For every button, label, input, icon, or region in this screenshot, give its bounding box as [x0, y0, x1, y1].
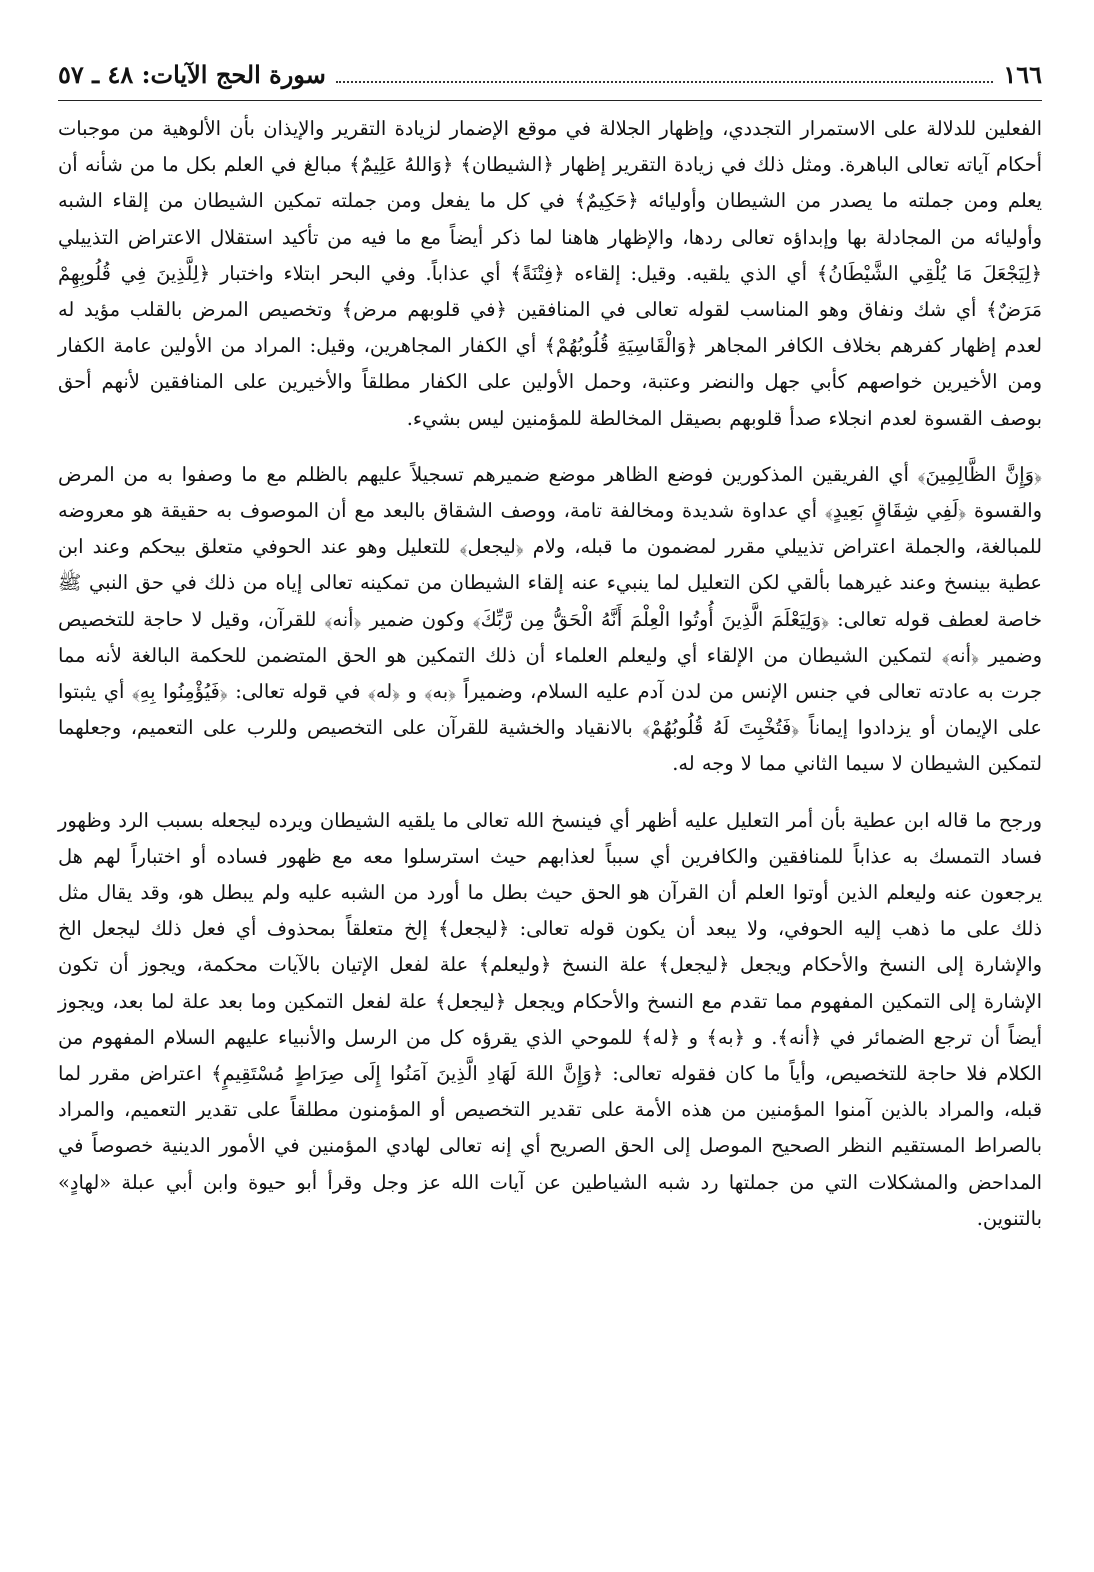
chapter-title: سورة الحج الآيات: ٤٨ ـ ٥٧: [58, 60, 326, 89]
paragraph-1: الفعلين للدلالة على الاستمرار التجددي، وإظهار الجلالة في موقع الإضمار لزيادة التقرير والإيذان بأن الألوهية من موجبات أحكام آياته تعالى الباهرة. ومثل ذلك في زيادة التقرير إظهار ﴿الشيطان﴾ ﴿وَاللهُ عَلِيمٌ﴾ مبالغ في العلم بكل ما من شأنه أن يعلم ومن جملته ما يصدر من الشيطان وأوليائه ﴿حَكِيمٌ﴾ في كل ما يفعل ومن جملته تمكين الشيطان من إلقاء الشبه وأوليائه من المجادلة بها وإبداؤه تعالى ردها، والإظهار هاهنا لما ذكر أيضاً مع ما فيه من تأكيد استقلال الاعتراض التذييلي ﴿لِيَجْعَلَ مَا يُلْقِي الشَّيْطَانُ﴾ أي الذي يلقيه. وقيل: إلقاءه ﴿فِتْنَةً﴾ أي عذاباً. وفي البحر ابتلاء واختبار ﴿لِلَّذِينَ فِي قُلُوبِهِمْ مَرَضٌ﴾ أي شك ونفاق وهو المناسب لقوله تعالى في المنافقين ﴿في قلوبهم مرض﴾ وتخصيص المرض بالقلب مؤيد له لعدم إظهار كفرهم بخلاف الكافر المجاهر ﴿وَالْقَاسِيَةِ قُلُوبُهُمْ﴾ أي الكفار المجاهرين، وقيل: المراد من الأولين عامة الكفار ومن الأخيرين خواصهم كأبي جهل والنضر وعتبة، وحمل الأولين على الكفار مطلقاً والأخيرين على المنافقين لأنهم أحق بوصف القسوة لعدم انجلاء صدأ قلوبهم بصيقل المخالطة للمؤمنين ليس بشيء.: [58, 117, 1042, 430]
page-number: ١٦٦: [1003, 60, 1042, 89]
paragraph-2: ﴿وَإِنَّ الظَّالِمِينَ﴾ أي الفريقين المذكورين فوضع الظاهر موضع ضميرهم تسجيلاً عليهم بالظلم مع ما وصفوا به من المرض والقسوة ﴿لَفِي شِقَاقٍ بَعِيدٍ﴾ أي عداوة شديدة ومخالفة تامة، ووصف الشقاق بالبعد مع أن الموصوف به حقيقة هو معروضه للمبالغة، والجملة اعتراض تذييلي مقرر لمضمون ما قبله، ولام ﴿ليجعل﴾ للتعليل وهو عند الحوفي متعلق بيحكم وعند ابن عطية بينسخ وعند غيرهما بألقي لكن التعليل لما ينبيء عنه إلقاء الشيطان من تمكينه تعالى إياه من ذلك في حق النبي ﷺ خاصة لعطف قوله تعالى: ﴿وَلِيَعْلَمَ الَّذِينَ أُوتُوا الْعِلْمَ أَنَّهُ الْحَقُّ مِن رَّبِّكَ﴾ وكون ضمير ﴿أنه﴾ للقرآن، وقيل لا حاجة للتخصيص وضمير ﴿أنه﴾ لتمكين الشيطان من الإلقاء أي وليعلم العلماء أن ذلك التمكين هو الحق المتضمن للحكمة البالغة لأنه مما جرت به عادته تعالى في جنس الإنس من لدن آدم عليه السلام، وضميراً ﴿به﴾ و ﴿له﴾ في قوله تعالى: ﴿فَيُؤْمِنُوا بِهِ﴾ أي يثبتوا على الإيمان أو يزدادوا إيماناً ﴿فَتُخْبِتَ لَهُ قُلُوبُهُمْ﴾ بالانقياد والخشية للقرآن على التخصيص وللرب على التعميم، وجعلهما لتمكين الشيطان لا سيما الثاني مما لا وجه له.: [58, 462, 1042, 776]
paragraph-3: ورجح ما قاله ابن عطية بأن أمر التعليل عليه أظهر أي فينسخ الله تعالى ما يلقيه الشيطان ويرده ليجعله بسبب الرد وظهور فساد التمسك به عذاباً للمنافقين والكافرين أي سبباً لعذابهم حيث استرسلوا معه مع ظهور فساده أو اختباراً لهم هل يرجعون عنه وليعلم الذين أوتوا العلم أن القرآن هو الحق حيث بطل ما أورد من الشبه عليه ولم يبطل هو، وقد يقال مثل ذلك على ما ذهب إليه الحوفي، ولا يبعد أن يكون قوله تعالى: ﴿ليجعل﴾ إلخ متعلقاً بمحذوف أي فعل ذلك ليجعل الخ والإشارة إلى النسخ والأحكام ويجعل ﴿ليجعل﴾ علة النسخ ﴿وليعلم﴾ علة لفعل الإتيان بالآيات محكمة، ويجوز أن تكون الإشارة إلى التمكين المفهوم مما تقدم مع النسخ والأحكام ويجعل ﴿ليجعل﴾ علة لفعل التمكين وما بعد علة لما بعد، ويجوز أيضاً أن ترجع الضمائر في ﴿أنه﴾. و ﴿به﴾ و ﴿له﴾ للموحي الذي يقرؤه كل من الرسل والأنبياء عليهم السلام المفهوم من الكلام فلا حاجة للتخصيص، وأياً ما كان فقوله تعالى: ﴿وَإِنَّ اللهَ لَهَادِ الَّذِينَ آمَنُوا إِلَى صِرَاطٍ مُسْتَقِيمٍ﴾ اعتراض مقرر لما قبله، والمراد بالذين آمنوا المؤمنين من هذه الأمة على تقدير التخصيص أو المؤمنون مطلقاً على تقدير التعميم، والمراد بالصراط المستقيم النظر الصحيح الموصل إلى الحق الصريح أي إنه تعالى لهادي المؤمنين في الأمور الدينية خصوصاً في المداحض والمشكلات التي من جملتها رد شبه الشياطين عن آيات الله عز وجل وقرأ أبو حيوة وابن أبي عبلة «لهادٍ» بالتنوين.: [58, 808, 1042, 1230]
header-dot-leader: [336, 81, 994, 83]
page-header: [58, 60, 1042, 101]
